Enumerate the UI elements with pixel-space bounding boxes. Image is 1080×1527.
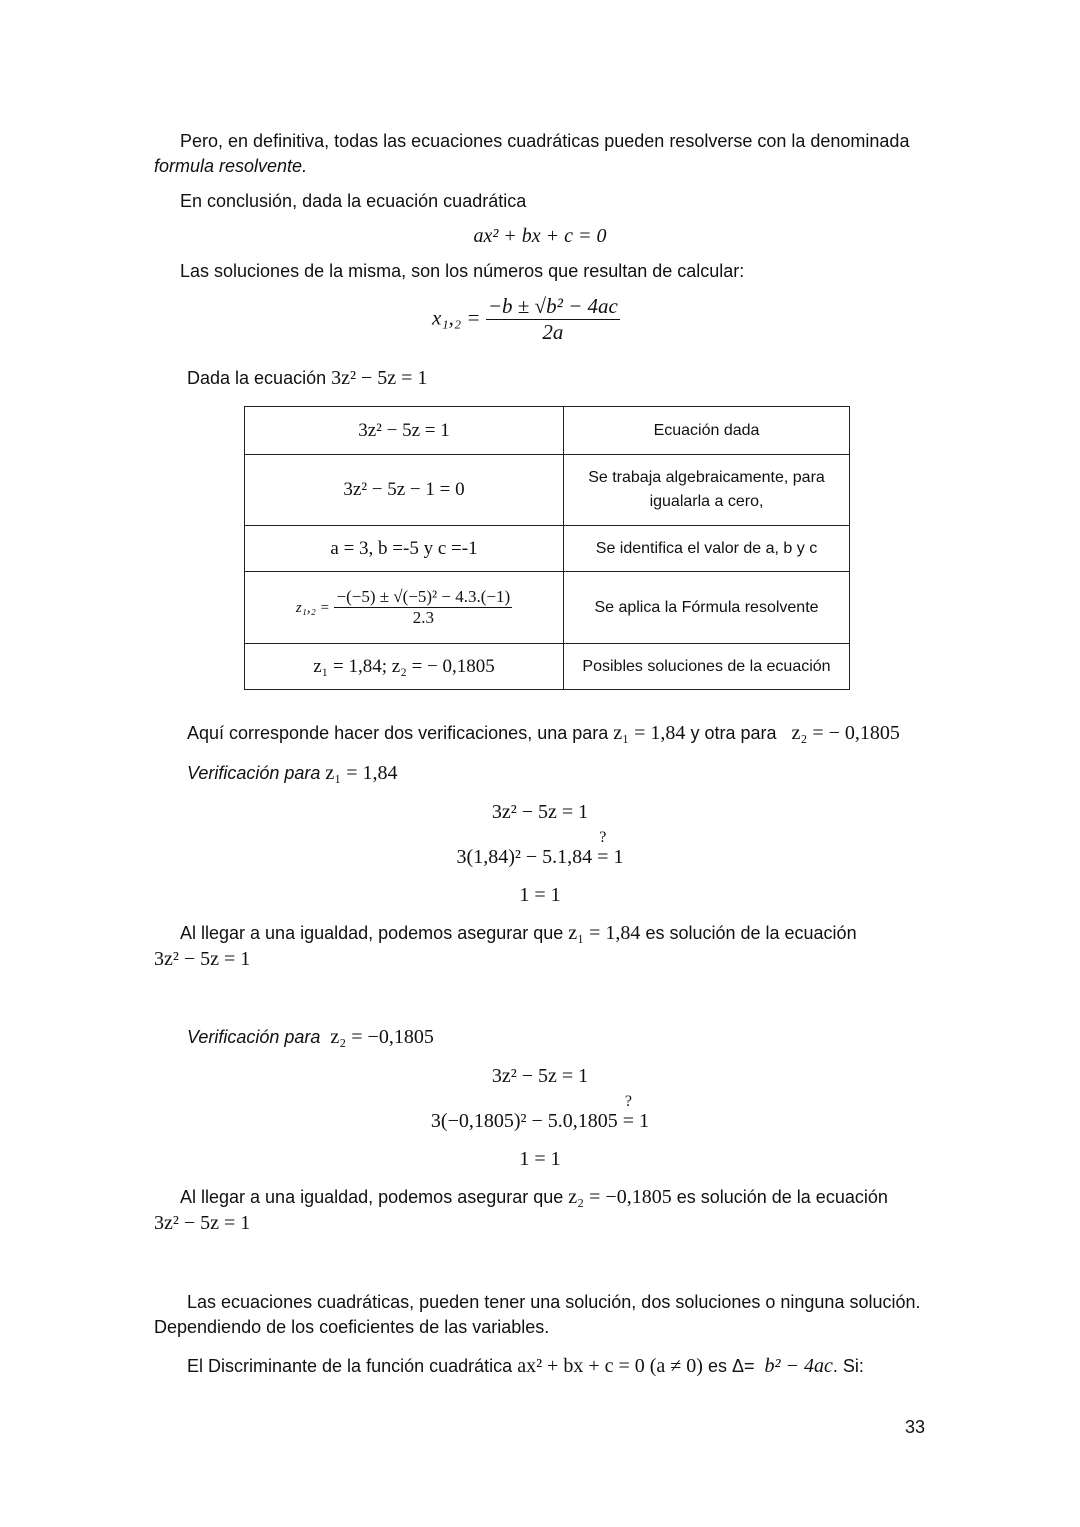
- verification-1-step: 1 = 1: [519, 884, 561, 906]
- paragraph-formula-intro: Pero, en definitiva, todas las ecuaciones cuadráticas pueden resolverse con la denominada: [180, 131, 910, 151]
- paragraph-solutions-count-cont: Dependiendo de los coeficientes de las variables.: [154, 1317, 550, 1337]
- solution-steps-table: [244, 406, 850, 690]
- step-math: 3z² − 5z − 1 = 0: [245, 455, 564, 526]
- page-number: 33: [905, 1417, 926, 1437]
- general-equation: ax² + bx + c = 0: [473, 225, 607, 247]
- paragraph-conclusion: En conclusión, dada la ecuación cuadrática: [180, 191, 527, 211]
- table-row: [245, 455, 850, 526]
- table-row: [245, 526, 850, 572]
- step-math: 3z² − 5z = 1: [245, 407, 564, 455]
- verification-intro: Aquí corresponde hacer dos verificaciones, una para z₁ = 1,84 y otra para z₂ = − 0,1805: [187, 722, 900, 744]
- table-row: [245, 644, 850, 690]
- step-desc: Se trabaja algebraicamente, para igualarla a cero,: [564, 455, 850, 526]
- conclusion-1: Al llegar a una igualdad, podemos asegurar que z₁ = 1,84 es solución de la ecuación: [180, 922, 857, 944]
- table-row: [245, 407, 850, 455]
- verification-1-step: 3z² − 5z = 1: [491, 801, 589, 823]
- step-desc: Se aplica la Fórmula resolvente: [564, 572, 850, 644]
- verification-1-heading: Verificación para z₁ = 1,84: [187, 762, 398, 784]
- formula-lhs: x₁,₂ =: [432, 305, 481, 330]
- example-intro: Dada la ecuación 3z² − 5z = 1: [187, 367, 428, 389]
- formula-name: formula resolvente.: [154, 156, 308, 176]
- table-row: [245, 572, 850, 644]
- verification-2-heading: Verificación para z₂ = −0,1805: [187, 1026, 434, 1048]
- verification-2-step: 3(−0,1805)² − 5.0,1805 ? = 1: [430, 1093, 650, 1132]
- paragraph-solutions: Las soluciones de la misma, son los números que resultan de calcular:: [180, 261, 745, 281]
- conclusion-2-equation: 3z² − 5z = 1: [154, 1212, 251, 1234]
- step-math: a = 3, b =-5 y c =-1: [245, 526, 564, 572]
- conclusion-2: Al llegar a una igualdad, podemos asegurar que z₂ = −0,1805 es solución de la ecuación: [180, 1186, 888, 1208]
- step-desc: Posibles soluciones de la ecuación: [564, 644, 850, 690]
- quadratic-formula: [432, 294, 620, 345]
- formula-numerator: −b ± √b² − 4ac: [487, 294, 618, 318]
- example-equation: 3z² − 5z = 1: [331, 367, 428, 389]
- verification-2-step: 1 = 1: [519, 1148, 561, 1170]
- step-desc: Ecuación dada: [564, 407, 850, 455]
- verification-1-step: 3(1,84)² − 5.1,84 ? = 1: [456, 829, 624, 868]
- paragraph-solutions-count: Las ecuaciones cuadráticas, pueden tener una solución, dos soluciones o ninguna solución.: [187, 1292, 921, 1312]
- formula-denominator: 2a: [542, 320, 564, 344]
- discriminant-paragraph: El Discriminante de la función cuadrática ax² + bx + c = 0 (a ≠ 0) es Δ= b² − 4ac. Si:: [187, 1355, 864, 1377]
- verification-2-step: 3z² − 5z = 1: [491, 1065, 589, 1087]
- step-desc: Se identifica el valor de a, b y c: [564, 526, 850, 572]
- step-math: z₁,₂ = $\frac{\text{−(−5) ± √(−5)² − 4.3.(−1)}}{2.3}$: [245, 572, 564, 644]
- step-math: z₁ = 1,84; z₂ = − 0,1805: [245, 644, 564, 690]
- conclusion-1-equation: 3z² − 5z = 1: [154, 948, 251, 970]
